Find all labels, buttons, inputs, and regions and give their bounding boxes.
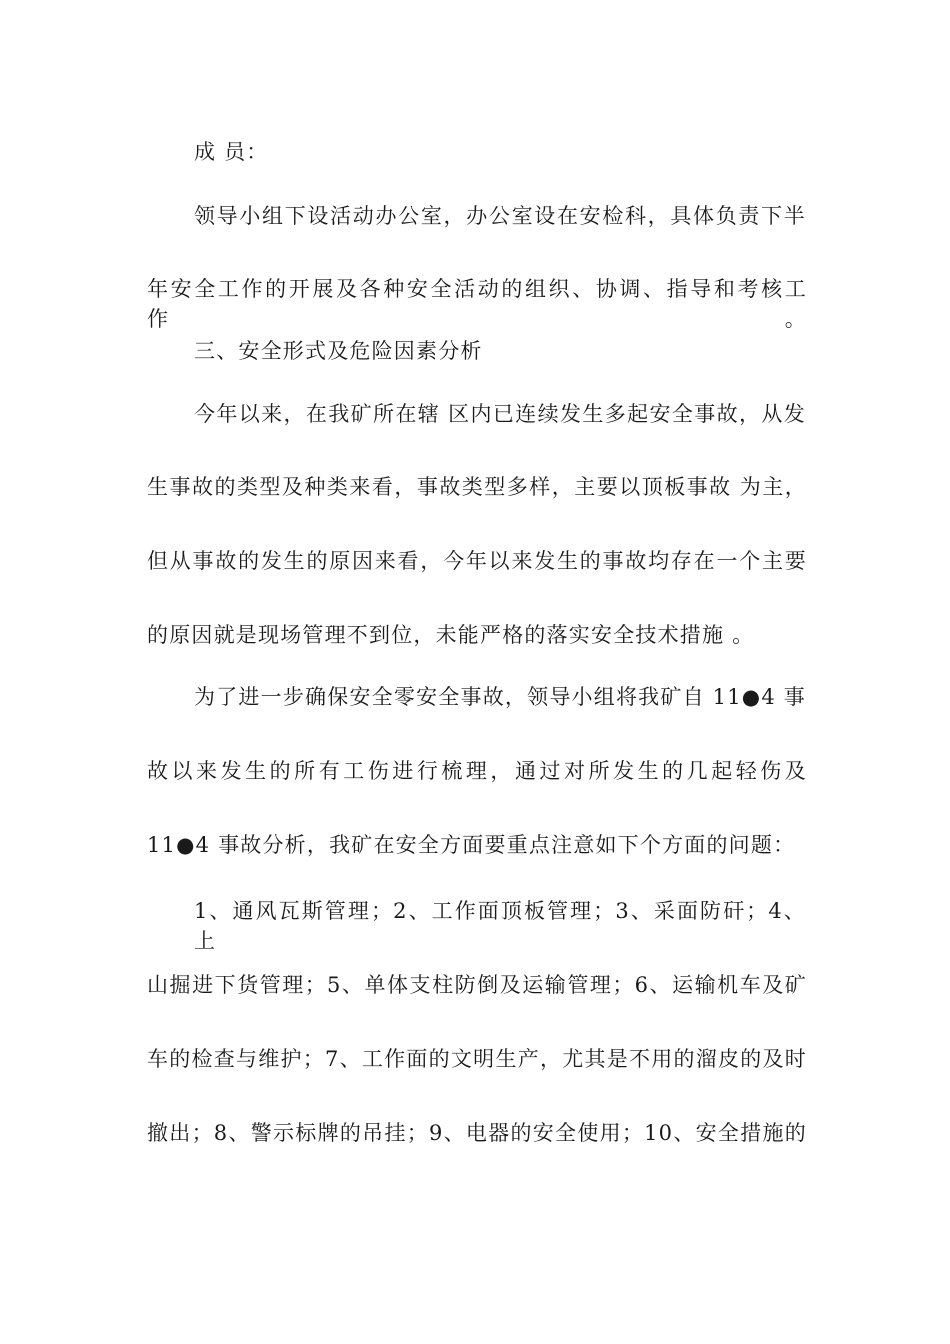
paragraph-line: 为了进一步确保安全零安全事故，领导小组将我矿自 11●4 事 bbox=[194, 685, 806, 709]
list-line: 山掘进下货管理；5、单体支柱防倒及运输管理；6、运输机车及矿 bbox=[147, 973, 807, 997]
paragraph-line: 故以来发生的所有工伤进行梳理，通过对所发生的几起轻伤及 bbox=[147, 759, 807, 783]
paragraph-line: 今年以来，在我矿所在辖 区内已连续发生多起安全事故，从发 bbox=[194, 402, 806, 426]
paragraph-line: 领导小组下设活动办公室，办公室设在安检科，具体负责下半 bbox=[194, 204, 806, 228]
section-heading: 三、安全形式及危险因素分析 bbox=[194, 339, 483, 363]
paragraph-line: 11●4 事故分析，我矿在安全方面要重点注意如下个方面的问题： bbox=[147, 833, 796, 857]
paragraph-line: 年安全工作的开展及各种安全活动的组织、协调、指导和考核工作。 bbox=[147, 277, 807, 331]
paragraph-line: 但从事故的发生的原因来看，今年以来发生的事故均存在一个主要 bbox=[147, 549, 807, 573]
list-line: 车的检查与维护；7、工作面的文明生产，尤其是不用的溜皮的及时 bbox=[147, 1047, 807, 1071]
members-heading: 成 员： bbox=[194, 140, 269, 164]
list-line: 1、通风瓦斯管理；2、工作面顶板管理；3、采面防矸；4、上 bbox=[194, 899, 806, 953]
paragraph-line: 生事故的类型及种类来看，事故类型多样，主要以顶板事故 为主， bbox=[147, 475, 807, 499]
list-line: 撤出；8、警示标牌的吊挂；9、电器的安全使用；10、安全措施的 bbox=[147, 1121, 807, 1145]
paragraph-line: 的原因就是现场管理不到位，未能严格的落实安全技术措施 。 bbox=[147, 623, 755, 647]
